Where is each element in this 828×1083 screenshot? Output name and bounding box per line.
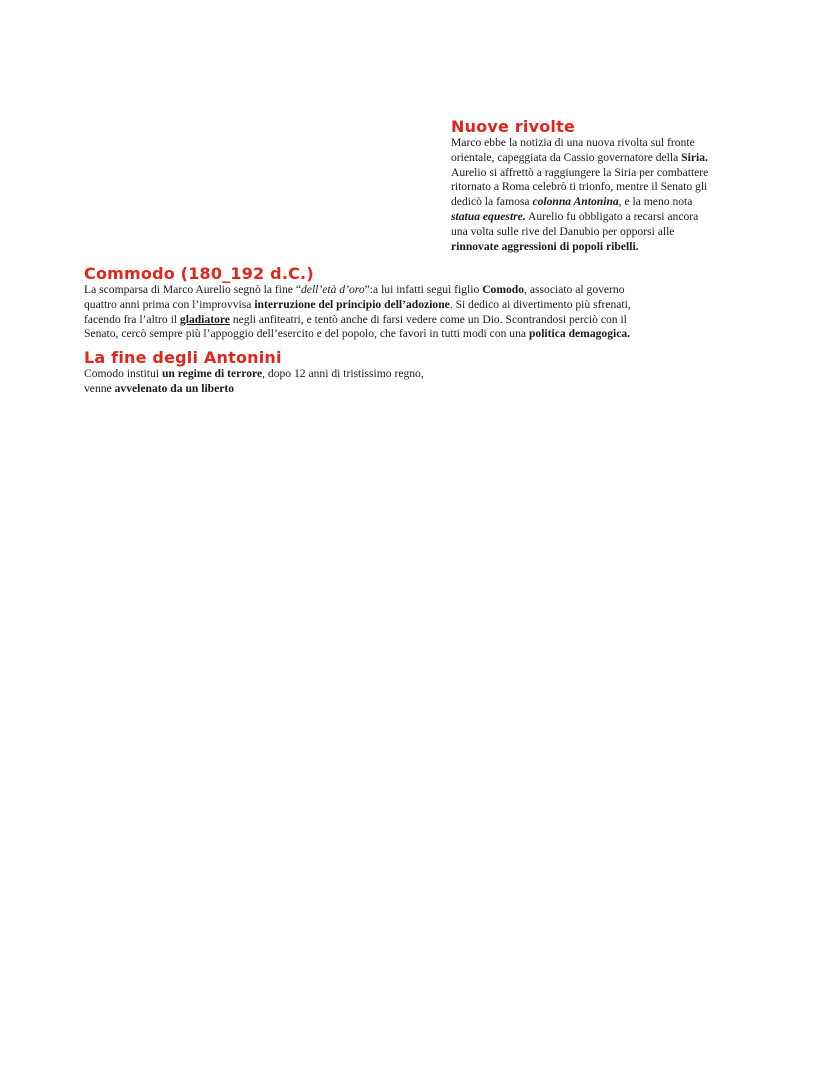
text-line: dedicò la famosa colonna Antonina, e la meno nota: [451, 195, 693, 209]
text-line: orientale, capeggiata da Cassio governatore della Siria.: [451, 150, 708, 164]
section-heading-nuove-rivolte: Nuove rivolte: [451, 117, 576, 136]
paragraph-nuove-rivolte: [451, 136, 751, 254]
text-line: statua equestre. Aurelio fu obbligato a recarsi ancora: [451, 209, 699, 223]
paragraph-commodo: [84, 283, 724, 342]
text-line: una volta sulle rive del Danubio per opporsi alle: [451, 224, 675, 238]
text-line: Marco ebbe la notizia di una nuova rivolta sul fronte: [451, 136, 695, 149]
text-line: Aurelio si affrettò a raggiungere la Siria per combattere: [451, 165, 709, 179]
bold-term-liberto: avvelenato da un liberto: [114, 381, 235, 395]
bold-underline-term-gladiatore: gladiatore: [179, 312, 230, 326]
section-commodo: [84, 265, 724, 342]
italic-term-eta-oro: dell’età d’oro: [301, 283, 365, 296]
paragraph-fine-antonini: [84, 367, 724, 397]
bold-term-demagogica: politica demagogica.: [528, 327, 631, 341]
section-heading-commodo: Commodo (180_192 d.C.): [84, 264, 314, 283]
bold-term-siria: Siria.: [681, 150, 708, 164]
text-line: ritornato a Roma celebrò ti trionfo, mentre il Senato gli: [451, 180, 708, 194]
bold-term-terrore: un regime di terrore: [161, 367, 263, 380]
text-line: facendo fra l’altro il gladiatore negli anfiteatri, e tentò anche di farsi vedere come un Dio. Scontrandosi perciò con il: [84, 312, 627, 326]
text-line: La scomparsa di Marco Aurelio segnò la fine “dell’età d’oro”:a lui infatti seguì figlio Comodo, associato al governo: [84, 283, 625, 296]
section-heading-fine-antonini: La fine degli Antonini: [84, 348, 282, 367]
text-line: Comodo institui un regime di terrore, dopo 12 anni di tristissimo regno,: [84, 367, 424, 380]
section-nuove-rivolte: [451, 118, 751, 254]
text-line: [451, 240, 751, 255]
text-line: quattro anni prima con l’improvvisa interruzione del principio dell’adozione. Si dedico ai divertimento più sfrenati,: [84, 297, 631, 311]
section-fine-antonini: [84, 349, 724, 397]
text-line: Senato, cercò sempre più l’appoggio dell’esercito e del popolo, che favorì in tutti modi con una politica demagogica.: [84, 327, 631, 341]
bold-term-comodo: Comodo: [482, 283, 525, 296]
bold-term-aggressioni: rinnovate aggressioni di popoli ribelli.: [451, 239, 639, 253]
text-line: venne avvelenato da un liberto: [84, 381, 235, 395]
bold-italic-term-statua: statua equestre.: [451, 209, 526, 223]
bold-term-adozione: interruzione del principio dell’adozione: [254, 297, 450, 311]
bold-italic-term-colonna: colonna Antonina: [532, 195, 619, 209]
